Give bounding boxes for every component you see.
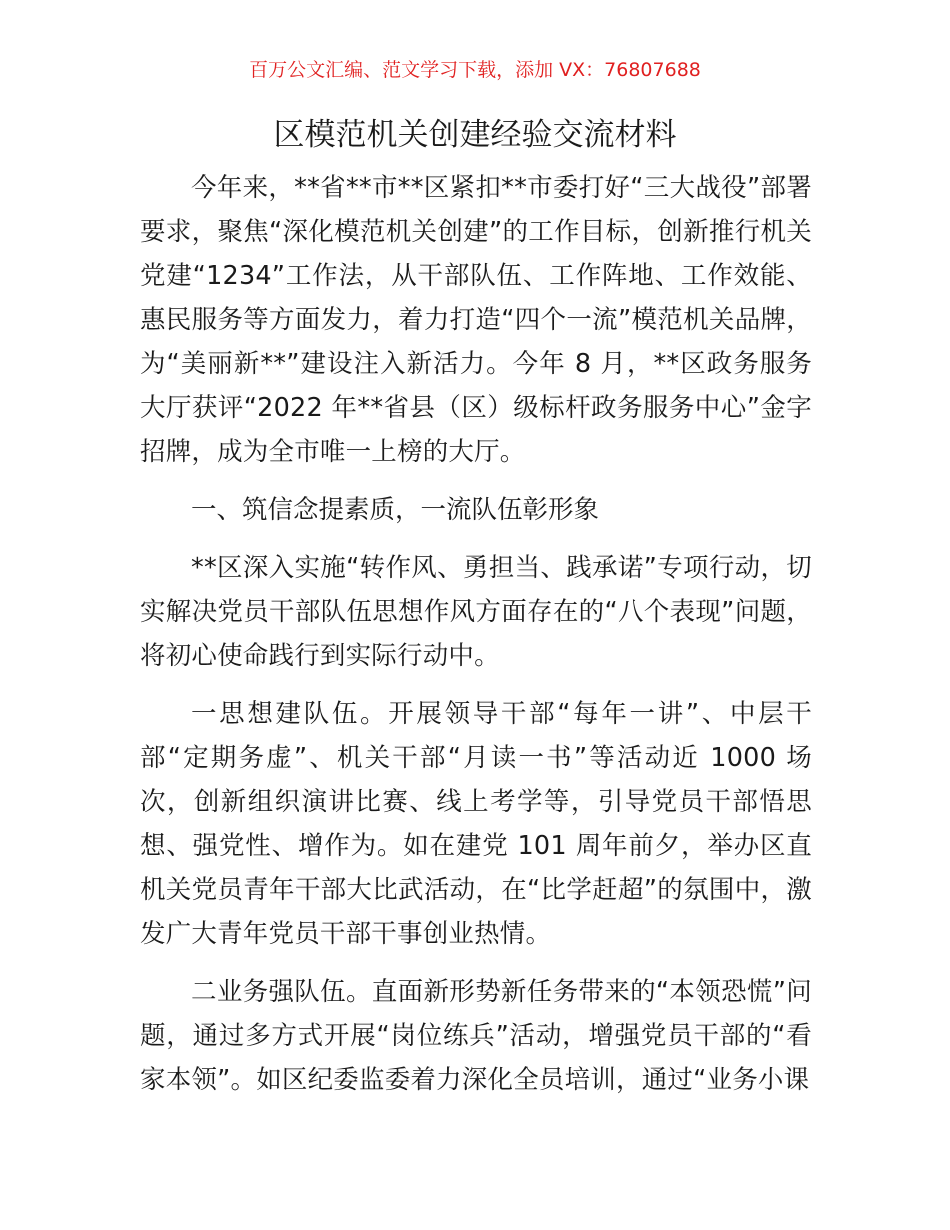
document-title: 区模范机关创建经验交流材料 (273, 117, 677, 153)
header-notice: 百万公文汇编、范文学习下载，添加 VX：76807688 (249, 59, 701, 81)
section-1-paragraph-3: 二业务强队伍。直面新形势新任务带来的“本领恐慌”问题，通过多方式开展“岗位练兵”活动，增强党员干部的“看家本领”。如区纪委监委着力深化全员培训，通过“业务小课 (140, 977, 812, 1095)
section-1-paragraph-2: 一思想建队伍。开展领导干部“每年一讲”、中层干部“定期务虚”、机关干部“月读一书”等活动近 1000 场次，创新组织演讲比赛、线上考学等，引导党员干部悟思想、强党性、增作为。如在建党 101 周年前夕，举办区直机关党员青年干部大比武活动，在“比学赶超”的氛围中，激发广大青年党员干部干事创业热情。 (140, 699, 812, 949)
intro-paragraph: 今年来，**省**市**区紧扣**市委打好“三大战役”部署要求，聚焦“深化模范机关创建”的工作目标，创新推行机关党建“1234”工作法，从干部队伍、工作阵地、工作效能、惠民服务等方面发力，着力打造“四个一流”模范机关品牌，为“美丽新**”建设注入新活力。今年 8 月，**区政务服务大厅获评“2022 年**省县（区）级标杆政务服务中心”金字招牌，成为全市唯一上榜的大厅。 (140, 173, 812, 467)
section-1-paragraph-1: **区深入实施“转作风、勇担当、践承诺”专项行动，切实解决党员干部队伍思想作风方面存在的“八个表现”问题，将初心使命践行到实际行动中。 (140, 553, 812, 671)
document-body (140, 166, 812, 1102)
section-1-heading: 一、筑信念提素质，一流队伍彰形象 (191, 495, 600, 525)
